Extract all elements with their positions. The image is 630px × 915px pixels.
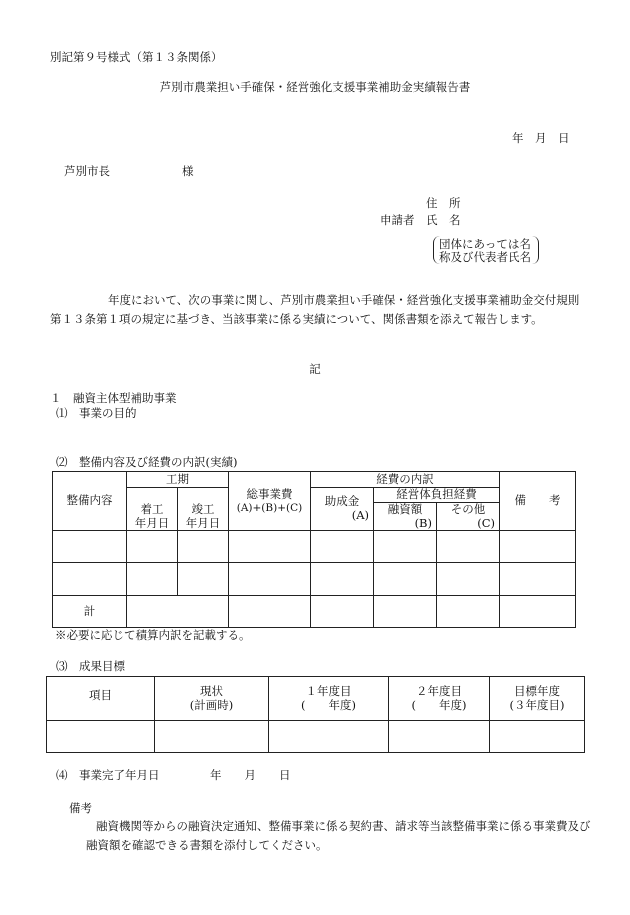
col-other: その他 (C) (437, 502, 500, 531)
org-note-line2: 称及び代表者氏名 (439, 250, 531, 264)
item2-expense: ⑵ 整備内容及び経費の内訳(実績) (56, 455, 238, 469)
col-target-year: 目標年度 (３年度目) (490, 677, 585, 721)
completion-date: 年 月 日 (210, 768, 291, 782)
col-total: 総事業費 (A)+(B)+(C) (229, 472, 311, 531)
col-end: 竣工 年月日 (178, 488, 229, 531)
table1-note: ※必要に応じて積算内訳を記載する。 (55, 628, 251, 642)
col-item: 項目 (47, 677, 155, 721)
total-label: 計 (53, 596, 127, 628)
applicant-label: 申請者 (380, 213, 415, 227)
col-year1: １年度目 ( 年度) (269, 677, 389, 721)
item3-targets: ⑶ 成果目標 (56, 659, 125, 673)
table-row (53, 531, 576, 563)
remarks-heading: 備考 (69, 801, 92, 815)
name-label: 氏 名 (426, 213, 461, 227)
col-breakdown: 経費の内訳 (311, 472, 500, 488)
col-subsidy: 助成金 (A) (311, 488, 374, 531)
col-start: 着工 年月日 (127, 488, 178, 531)
col-year2: ２年度目 ( 年度) (389, 677, 490, 721)
table-row (47, 721, 585, 753)
ki-mark: 記 (309, 362, 321, 376)
item1-purpose: ⑴ 事業の目的 (56, 406, 137, 420)
table-row (53, 563, 576, 596)
col-period: 工期 (127, 472, 229, 488)
col-current: 現状 (計画時) (155, 677, 269, 721)
form-reference: 別記第９号様式（第１３条関係） (50, 50, 223, 64)
body-paragraph: 年度において、次の事業に関し、芦別市農業担い手確保・経営強化支援事業補助金交付規則第１３条第１項の規定に基づき、当該事業に係る実績について、関係書類を添えて報告します。 (50, 293, 580, 326)
addressee-honorific: 様 (182, 164, 194, 178)
total-row (53, 596, 576, 628)
col-remarks: 備 考 (500, 472, 576, 531)
org-note-line1: 団体にあっては名 (439, 237, 531, 251)
targets-table (46, 676, 585, 753)
col-loan: 融資額 (B) (374, 502, 437, 531)
expense-table (52, 471, 576, 628)
remarks-text: 融資機関等からの融資決定通知、整備事業に係る契約書、請求等当該整備事業に係る事業費及び融資額を確認できる書類を添付してください。 (86, 819, 591, 852)
addressee-name: 芦別市長 (64, 164, 110, 178)
section1-heading: １ 融資主体型補助事業 (50, 391, 177, 405)
col-content: 整備内容 (53, 472, 127, 531)
col-burden: 経営体負担経費 (374, 488, 500, 503)
address-label: 住 所 (426, 196, 461, 210)
page-title: 芦別市農業担い手確保・経営強化支援事業補助金実績報告書 (159, 80, 471, 94)
report-date: 年 月 日 (512, 131, 570, 145)
item4-completion: ⑷ 事業完了年月日 (56, 768, 160, 782)
